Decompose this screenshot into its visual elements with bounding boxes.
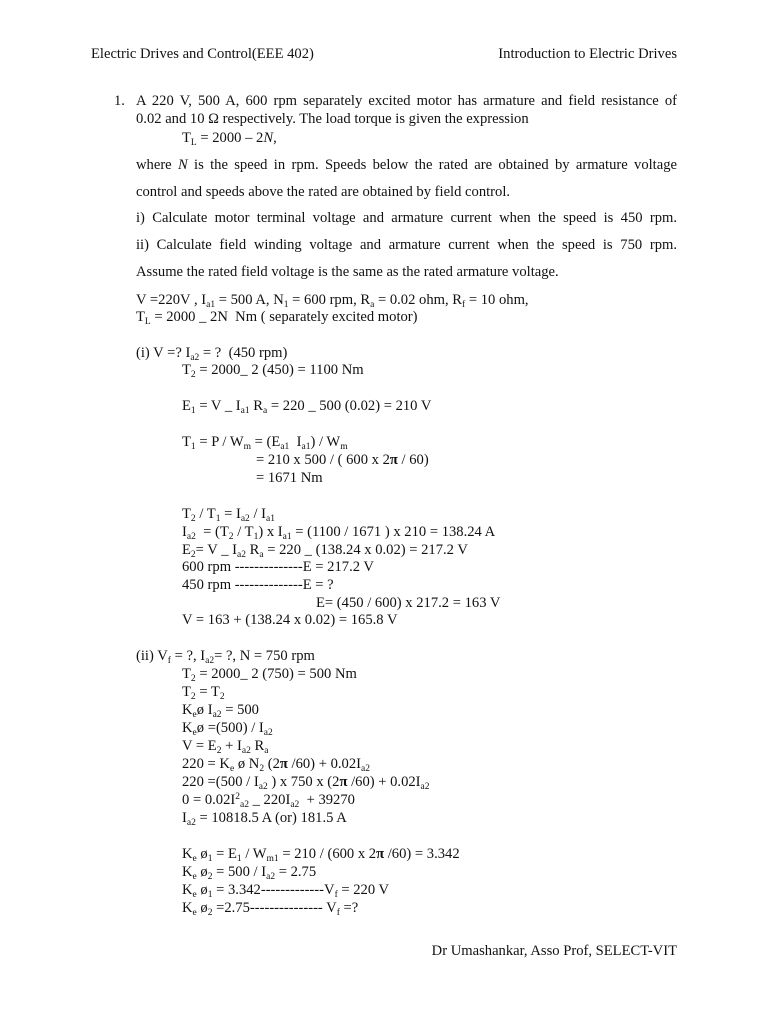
solution-ii-t2eq: $T_2 = T_2$: [182, 684, 225, 702]
footer-author: Dr Umashankar, Asso Prof, SELECT-VIT: [431, 943, 677, 959]
header-chapter-title: Introduction to Electric Drives: [498, 46, 677, 62]
problem-part-ii: ii) Calculate field winding voltage and armature current when the speed is 750 rpm.: [136, 237, 677, 253]
problem-line-2: 0.02 and 10 Ω respectively. The load torque is given the expression: [136, 111, 529, 127]
solution-ii-ia2: $I_{a2} = 10818.5$ A (or) 181.5 A: [182, 810, 347, 828]
solution-i-t1c: = 1671 Nm: [256, 470, 323, 486]
solution-i-e2: $E_2= V$ _ $I_{a2}$ $R_a = 220$ _ (138.24 x 0.02) = 217.2 V: [182, 542, 468, 560]
solution-i-v: V = 163 + (138.24 x 0.02) = 165.8 V: [182, 612, 398, 628]
problem-line-1: A 220 V, 500 A, 600 rpm separately excited motor has armature and field resistance of: [136, 93, 677, 109]
problem-number: 1.: [114, 93, 125, 109]
header-course-title: Electric Drives and Control(EEE 402): [91, 46, 314, 62]
solution-i-t2: $T_2$ = 2000_ 2 (450) = 1100 Nm: [182, 362, 364, 380]
torque-expression: $T_L = 2000 - 2N$,: [182, 130, 277, 148]
solution-ii-kphi2-vf: $K_e$ $ø_2 =2.75---------------$ $V_f$ =?: [182, 900, 359, 918]
solution-ii-kphi1: $K_e$ $ø_1 = E_1 / W_{m1} = 210 / (600$ x 2π /60) = 3.342: [182, 846, 460, 864]
solution-ii-ke2: $K_eø =(500) / I_{a2}$: [182, 720, 273, 738]
solution-i-t1b: = 210 x 500 / ( 600 x 2π / 60): [256, 452, 429, 468]
solution-i-e1: $E_1 = V$ _ $I_{a1}$ $R_a = 220$ _ 500 (0.02) = 210 V: [182, 398, 432, 416]
solution-ii-kphi1-vf: $K_e$ $ø_1 = 3.342-------------V_f = 220$ V: [182, 882, 390, 900]
solution-i-t1a: $T_1 = P / W_m = (E_{a1}$ $I_{a1}) / W_m$: [182, 434, 348, 452]
solution-i-heading: (i) V =? $I_{a2}$ = ? (450 rpm): [136, 345, 288, 363]
solution-i-ia2: $I_{a2} = (T_2 / T_1)$ x $I_{a1} = (1100 / 1671$ ) x 210 = 138.24 A: [182, 524, 496, 542]
solution-i-450rpm: 450 rpm --------------E = ?: [182, 577, 334, 593]
solution-ii-t2: $T_2$ = 2000_ 2 (750) = 500 Nm: [182, 666, 357, 684]
problem-control-line: control and speeds above the rated are obtained by field control.: [136, 184, 511, 200]
solution-ii-quadratic: $0 = 0.02I^2_{a2}$ _ $220I_{a2} + 39270$: [182, 792, 355, 810]
problem-where-line: where N is the speed in rpm. Speeds below the rated are obtained by armature voltage: [136, 157, 677, 173]
solution-ii-eq220b: $220 =(500 / I_{a2}$ ) x 750 x (2π $/60) + 0.02I_{a2}$: [182, 774, 430, 792]
given-line-1: V =220V , $I_{a1} = 500$ A, $N_1 = 600$ rpm, $R_a = 0.02$ ohm, $R_f = 10$ ohm,: [136, 292, 529, 310]
solution-i-ratio: $T_2 / T_1 = I_{a2} / I_{a1}$: [182, 506, 275, 524]
problem-assumption: Assume the rated field voltage is the same as the rated armature voltage.: [136, 264, 559, 280]
solution-ii-ke1: $K_eø$ $I_{a2} = 500$: [182, 702, 259, 720]
solution-ii-veq: $V = E_2 + I_{a2}$ $R_a$: [182, 738, 269, 756]
problem-part-i: i) Calculate motor terminal voltage and armature current when the speed is 450 rpm.: [136, 210, 677, 226]
solution-ii-eq220a: $220 = K_e$ ø $N_2$ (2π $/60) + 0.02I_{a2}$: [182, 756, 370, 774]
solution-ii-kphi2: $K_e$ $ø_2 = 500 / I_{a2} = 2.75$: [182, 864, 317, 882]
solution-i-e450: E= (450 / 600) x 217.2 = 163 V: [316, 595, 501, 611]
given-line-2: $T_L = 2000$ _ 2N Nm ( separately excited motor): [136, 309, 418, 327]
solution-i-600rpm: 600 rpm --------------E = 217.2 V: [182, 559, 374, 575]
solution-ii-heading: (ii) $V_f$ = ?, $I_{a2}=$ ?, N = 750 rpm: [136, 648, 315, 666]
